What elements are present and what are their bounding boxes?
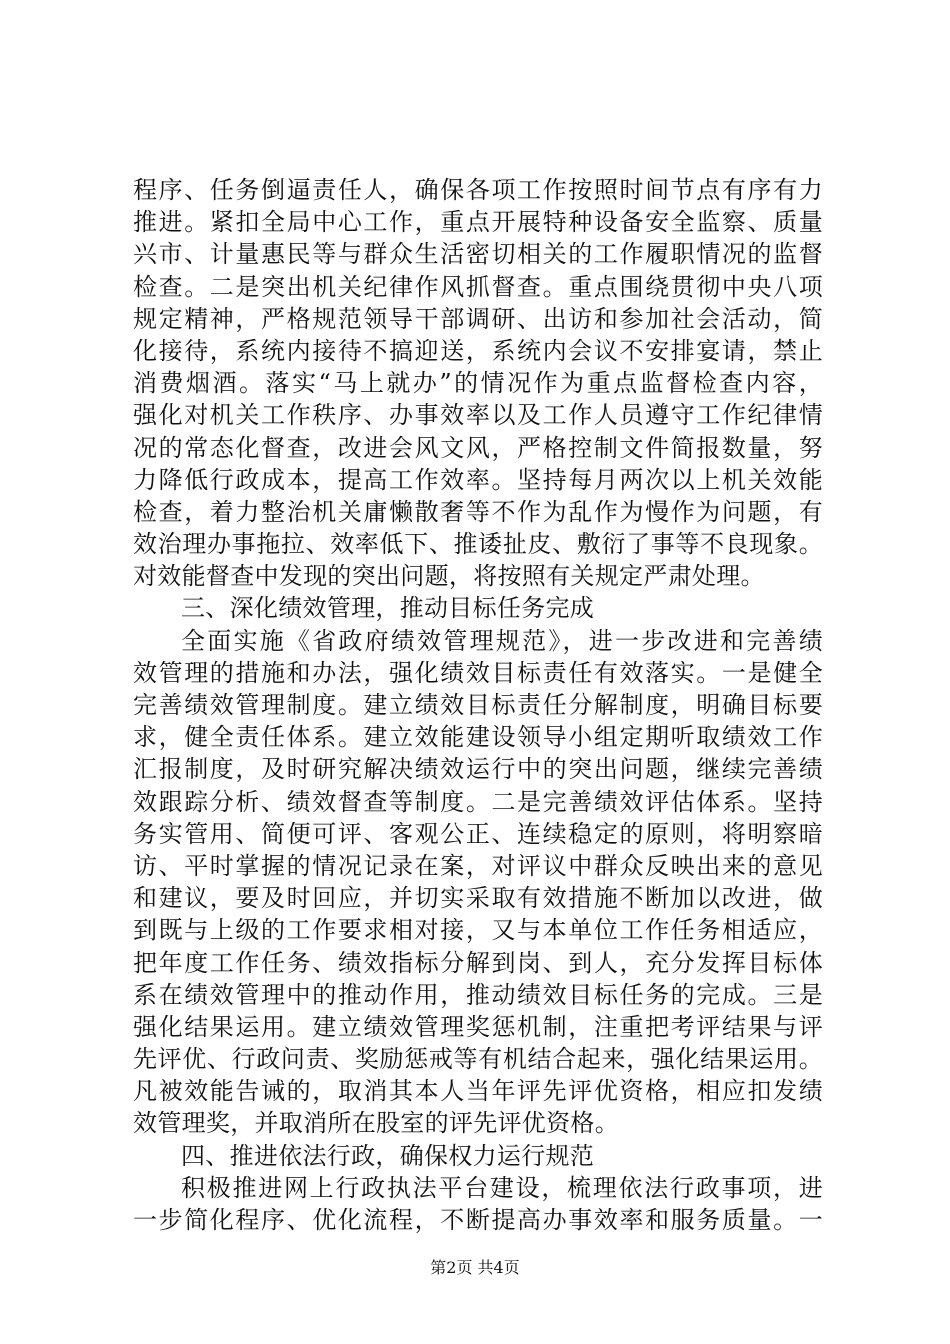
text-line: 对效能督查中发现的突出问题，将按照有关规定严肃处理。: [133, 562, 765, 591]
text-line: 效跟踪分析、绩效督查等制度。二是完善绩效评估体系。坚持: [133, 787, 823, 816]
text-line: 效治理办事拖拉、效率低下、推诿扯皮、敷衍了事等不良现象。: [133, 530, 823, 559]
text-line: 强化对机关工作秩序、办事效率以及工作人员遵守工作纪律情: [133, 401, 823, 430]
text-line: 完善绩效管理制度。建立绩效目标责任分解制度，明确目标要: [133, 691, 823, 719]
text-line: 到既与上级的工作要求相对接，又与本单位工作任务相适应，: [133, 916, 823, 945]
text-line: 效管理奖，并取消所在股室的评先评优资格。: [133, 1109, 619, 1138]
text-line: 一步简化程序、优化流程，不断提高办事效率和服务质量。一: [133, 1206, 823, 1234]
text-line: 系在绩效管理中的推动作用，推动绩效目标任务的完成。三是: [133, 980, 823, 1009]
text-line: 强化结果运用。建立绩效管理奖惩机制，注重把考评结果与评: [133, 1012, 823, 1041]
text-line: 化接待，系统内接待不搞迎送，系统内会议不安排宴请，禁止: [133, 336, 823, 365]
text-line: 兴市、计量惠民等与群众生活密切相关的工作履职情况的监督: [133, 240, 823, 269]
text-line: 务实管用、简便可评、客观公正、连续稳定的原则，将明察暗: [133, 819, 823, 848]
text-line: 凡被效能告诫的，取消其本人当年评先评优资格，相应扣发绩: [133, 1077, 823, 1106]
text-line: 全面实施《省政府绩效管理规范》，进一步改进和完善绩: [181, 626, 823, 655]
text-line: 三、深化绩效管理，推动目标任务完成: [181, 594, 595, 623]
text-line: 访、平时掌握的情况记录在案，对评议中群众反映出来的意见: [133, 851, 823, 880]
text-line: 先评优、行政问责、奖励惩戒等有机结合起来，强化结果运用。: [133, 1045, 823, 1074]
text-line: 汇报制度，及时研究解决绩效运行中的突出问题，继续完善绩: [133, 755, 823, 784]
text-line: 检查。二是突出机关纪律作风抓督查。重点围绕贯彻中央八项: [133, 272, 823, 301]
text-line: 力降低行政成本，提高工作效率。坚持每月两次以上机关效能: [133, 465, 823, 494]
text-line: 消费烟酒。落实“马上就办”的情况作为重点监督检查内容，: [133, 369, 823, 398]
text-line: 把年度工作任务、绩效指标分解到岗、到人，充分发挥目标体: [133, 948, 823, 977]
text-line: 程序、任务倒逼责任人，确保各项工作按照时间节点有序有力: [133, 176, 823, 204]
text-line: 求，健全责任体系。建立效能建设领导小组定期听取绩效工作: [133, 723, 823, 752]
text-line: 效管理的措施和办法，强化绩效目标责任有效落实。一是健全: [133, 658, 823, 687]
text-line: 况的常态化督查，改进会风文风，严格控制文件简报数量，努: [133, 433, 823, 462]
text-line: 检查，着力整治机关庸懒散奢等不作为乱作为慢作为问题，有: [133, 497, 823, 526]
text-line: 规定精神，严格规范领导干部调研、出访和参加社会活动，简: [133, 304, 823, 333]
text-line: 四、推进依法行政，确保权力运行规范: [181, 1141, 595, 1170]
text-line: 推进。紧扣全局中心工作，重点开展特种设备安全监察、质量: [133, 208, 823, 237]
page-footer: 第2页 共4页: [430, 1258, 520, 1277]
text-line: 和建议，要及时回应，并切实采取有效措施不断加以改进，做: [133, 884, 823, 913]
document-body: [133, 174, 823, 1236]
text-line: 积极推进网上行政执法平台建设，梳理依法行政事项，进: [181, 1173, 823, 1202]
